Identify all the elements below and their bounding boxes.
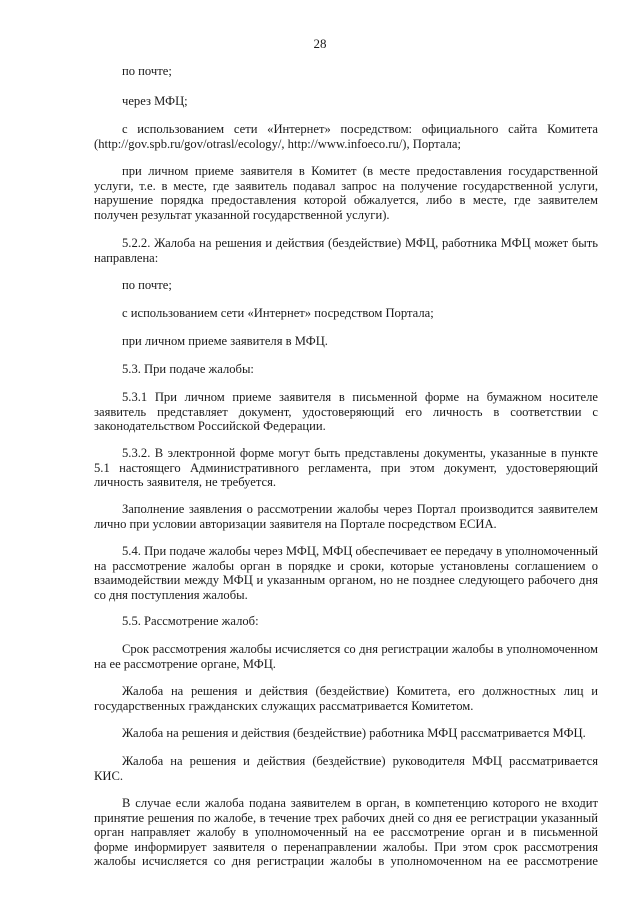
- paragraph-mfc-worker-complaints: Жалоба на решения и действия (бездействие) работника МФЦ рассматривается МФЦ.: [122, 726, 586, 740]
- paragraph-internet-portal: с использованием сети «Интернет» посредством Портала;: [122, 306, 434, 320]
- paragraph-5-3-2: 5.3.2. В электронной форме могут быть представлены документы, указанные в пункте 5.1 настоящего Административного регламента, при этом документ, удостоверяющий личность заявителя, не требуется.: [94, 446, 598, 490]
- page-number: 28: [313, 36, 327, 51]
- paragraph-internet-committee: с использованием сети «Интернет» посредством: официального сайта Комитета (http://gov.spb.ru/gov/otrasl/ecology/, http://www.infoeco.ru/), Портала;: [94, 122, 598, 151]
- paragraph-via-mfc: через МФЦ;: [122, 94, 188, 108]
- paragraph-mfc-head-complaints: Жалоба на решения и действия (бездействие) руководителя МФЦ рассматривается КИС.: [94, 754, 598, 783]
- paragraph-5-3: 5.3. При подаче жалобы:: [122, 362, 254, 376]
- paragraph-by-mail: по почте;: [122, 64, 172, 78]
- paragraph-5-2-2: 5.2.2. Жалоба на решения и действия (бездействие) МФЦ, работника МФЦ может быть направлена:: [94, 236, 598, 265]
- paragraph-redirect-complaint: В случае если жалоба подана заявителем в орган, в компетенцию которого не входит принятие решения по жалобе, в течение трех рабочих дней со дня ее регистрации указанный орган направляет жалобу в уполномоченный на ее рассмотрение орган и в письменной форме информирует заявителя о перенаправлении жалобы. При этом срок рассмотрения жалобы исчисляется со дня регистрации жалобы в уполномоченном на ее рассмотрение: [94, 796, 598, 869]
- paragraph-by-mail-2: по почте;: [122, 278, 172, 292]
- paragraph-portal-application: Заполнение заявления о рассмотрении жалобы через Портал производится заявителем лично при условии авторизации заявителя на Портале посредством ЕСИА.: [94, 502, 598, 531]
- paragraph-5-4: 5.4. При подаче жалобы через МФЦ, МФЦ обеспечивает ее передачу в уполномоченный на рассмотрение жалобы орган в порядке и сроки, которые установлены соглашением о взаимодействии между МФЦ и указанным органом, но не позднее следующего рабочего дня со дня поступления жалобы.: [94, 544, 598, 602]
- paragraph-5-3-1: 5.3.1 При личном приеме заявителя в письменной форме на бумажном носителе заявитель представляет документ, удостоверяющий его личность в соответствии с законодательством Российской Федерации.: [94, 390, 598, 434]
- paragraph-personal-reception-committee: при личном приеме заявителя в Комитет (в месте предоставления государственной услуги, т.е. в месте, где заявитель подавал запрос на получение государственной услуги, нарушение порядка предоставления которой обжалуется, либо в месте, где заявителем получен результат указанной государственной услуги).: [94, 164, 598, 222]
- paragraph-committee-complaints: Жалоба на решения и действия (бездействие) Комитета, его должностных лиц и государственных гражданских служащих рассматривается Комитетом.: [94, 684, 598, 713]
- paragraph-5-5: 5.5. Рассмотрение жалоб:: [122, 614, 259, 628]
- paragraph-review-period: Срок рассмотрения жалобы исчисляется со дня регистрации жалобы в уполномоченном на ее рассмотрение органе, МФЦ.: [94, 642, 598, 671]
- paragraph-personal-reception-mfc: при личном приеме заявителя в МФЦ.: [122, 334, 328, 348]
